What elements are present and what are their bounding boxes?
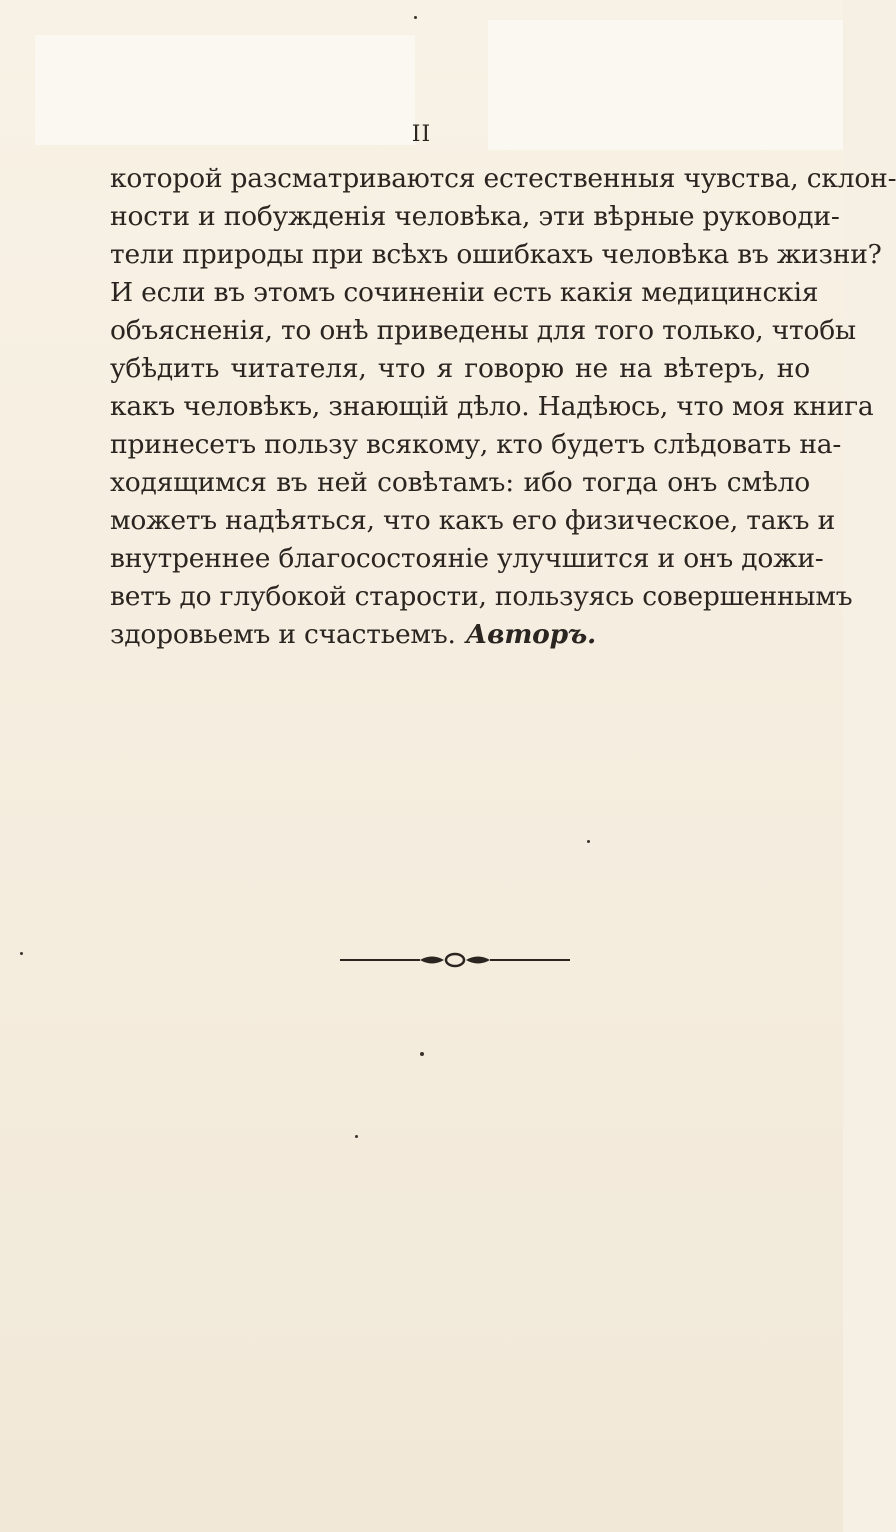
text-line: И если въ этомъ сочиненіи есть какія медицинскія — [110, 277, 819, 308]
text-line: убѣдить читателя, что я говорю не на вѣтеръ, но — [110, 353, 810, 384]
body-text — [110, 160, 896, 654]
author-signature: Авторъ. — [465, 619, 597, 650]
text-line: можетъ надѣяться, что какъ его физическое, такъ и — [110, 505, 836, 536]
text-line: которой разсматриваются естественныя чувства, склон- — [110, 163, 896, 194]
text-line: ходящимся въ ней совѣтамъ: ибо тогда онъ смѣло — [110, 467, 810, 498]
ink-speck — [20, 952, 23, 955]
text-line-last — [110, 616, 810, 654]
text-line: ветъ до глубокой старости, пользуясь совершеннымъ — [110, 581, 853, 612]
closing-text: здоровьемъ и счастьемъ. — [110, 619, 456, 650]
ink-speck — [587, 840, 590, 843]
ornament-divider — [340, 948, 570, 972]
text-line: тели природы при всѣхъ ошибкахъ человѣка въ жизни? — [110, 239, 882, 270]
text-line: объясненія, то онѣ приведены для того только, чтобы — [110, 315, 856, 346]
ink-speck — [414, 16, 417, 19]
text-line: внутреннее благосостояніе улучшится и онъ дожи- — [110, 543, 824, 574]
ink-speck — [355, 1135, 358, 1138]
text-line: принесетъ пользу всякому, кто будетъ слѣдовать на- — [110, 429, 842, 460]
page-number: II — [411, 122, 432, 147]
ink-speck — [420, 1052, 424, 1056]
text-line: какъ человѣкъ, знающій дѣло. Надѣюсь, что моя книга — [110, 391, 874, 422]
text-line: ности и побужденія человѣка, эти вѣрные руководи- — [110, 201, 840, 232]
